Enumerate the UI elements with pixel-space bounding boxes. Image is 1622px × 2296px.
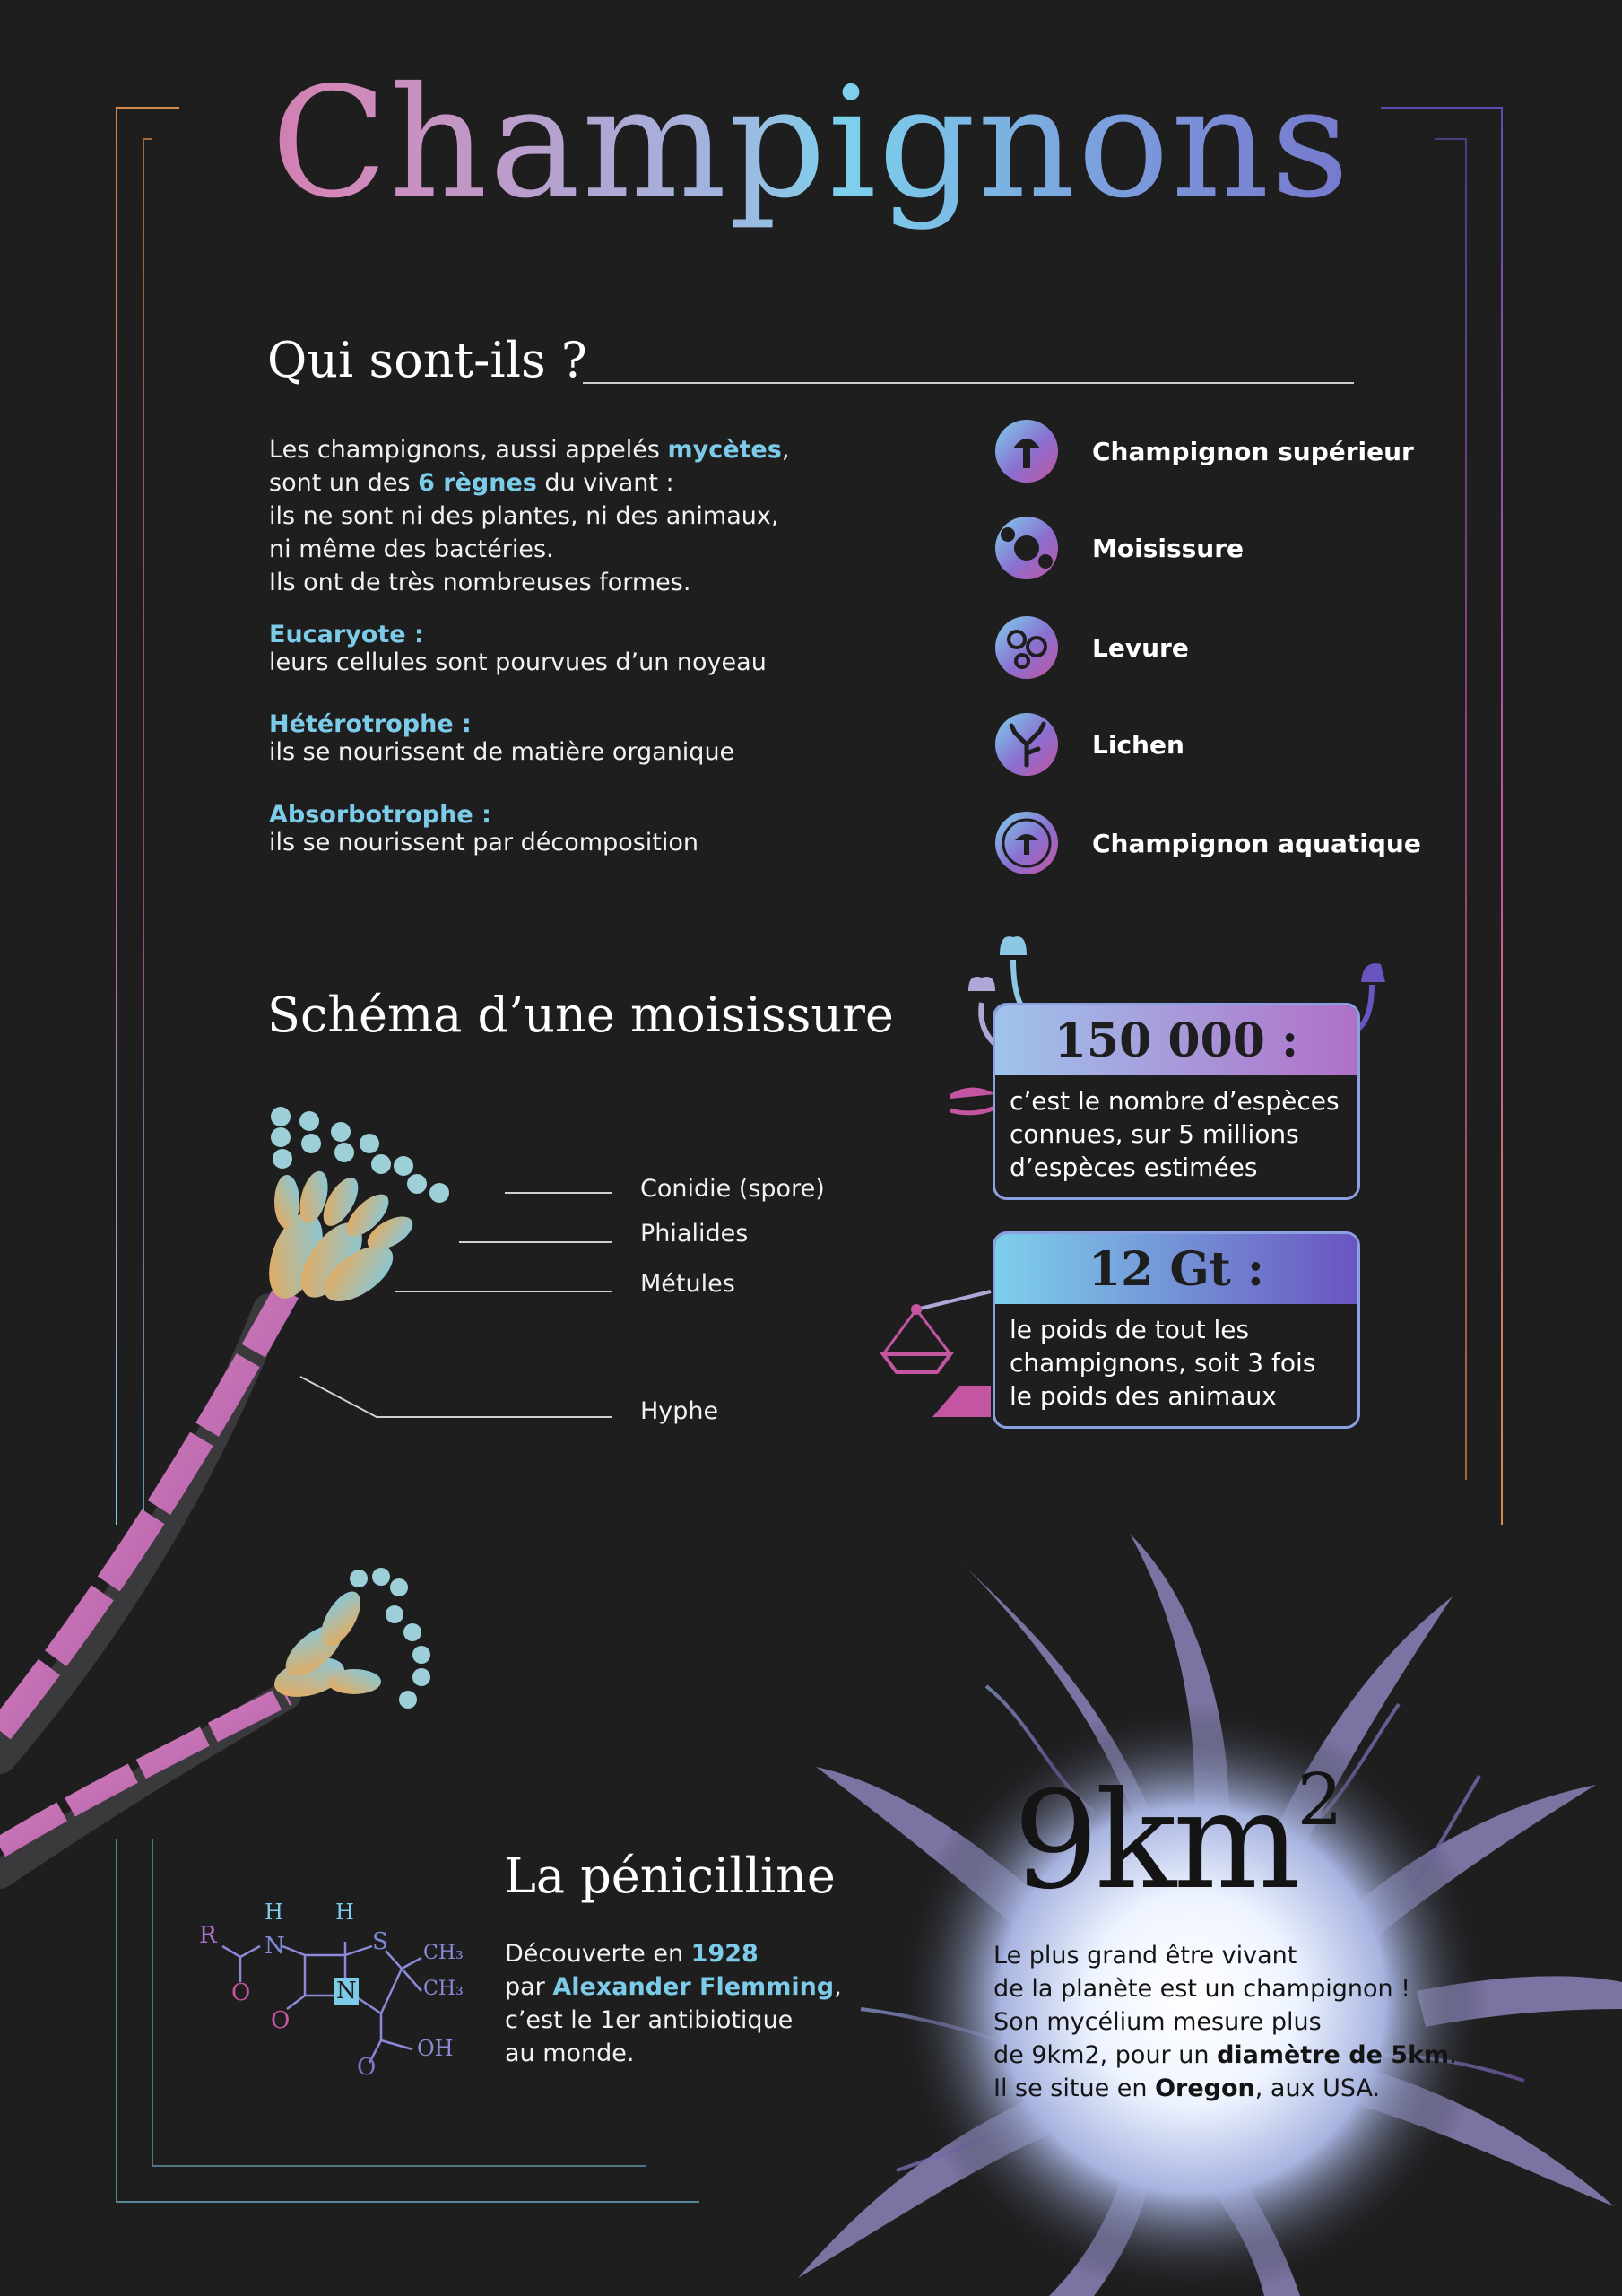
type-mold: Moisissure (995, 515, 1462, 581)
schema-label-phialides: Phialides (640, 1220, 749, 1248)
molecule-atom-r: R (199, 1922, 217, 1949)
largest-organism-text: Le plus grand être vivant de la planète est un champignon ! Son mycélium mesure plus de 9km2, pour un diamètre de 5km. Il se situe en Oregon, aux USA. (993, 1942, 1457, 2102)
stat-line: c’est le nombre d’espèces (1010, 1086, 1340, 1116)
schema-label-conidie: Conidie (spore) (640, 1175, 825, 1203)
definition-heterotrophe: Hétérotrophe : ils se nourissent de matière organique (269, 710, 735, 766)
stat-box-species (993, 1003, 1360, 1200)
definition-eucaryote: Eucaryote : leurs cellules sont pourvues d’un noyeau (269, 621, 767, 676)
stat-line: le poids de tout les (1010, 1315, 1250, 1344)
molecule-atom-n: N (336, 1978, 357, 2005)
molecule-group-ch3: CH₃ (423, 1978, 464, 2000)
section-heading-penicillin: La pénicilline (504, 1848, 836, 1904)
stat-line: d’espèces estimées (1010, 1152, 1258, 1182)
stat-value: 12 Gt : (995, 1234, 1357, 1304)
stat-box-weight (993, 1231, 1360, 1429)
penicillin-text: Découverte en 1928 par Alexander Flemming, c’est le 1er antibiotique au monde. (505, 1940, 842, 2067)
yeast-icon (995, 616, 1058, 679)
penicillin-molecule-bonds (222, 1942, 421, 2063)
section-heading-schema: Schéma d’une moisissure (267, 987, 894, 1043)
molecule-group-ch3: CH₃ (423, 1942, 464, 1964)
definition-absorbotrophe: Absorbotrophe : ils se nourissent par décomposition (269, 801, 699, 857)
mold-icon (995, 517, 1058, 579)
schema-label-metules: Métules (640, 1270, 735, 1298)
molecule-atom-n: N (265, 1933, 285, 1960)
mushroom-icon (995, 420, 1058, 483)
lichen-icon (995, 713, 1058, 776)
type-lichen: Lichen (995, 711, 1462, 778)
stat-line: champignons, soit 3 fois (1010, 1348, 1316, 1378)
type-superior-mushroom: Champignon supérieur (995, 418, 1462, 484)
who-intro: Les champignons, aussi appelés mycètes, sont un des 6 règnes du vivant : ils ne sont ni des plantes, ni des animaux, ni même des bactéries. Ils ont de très nombreuses formes. (269, 436, 790, 596)
molecule-atom-o: O (357, 2054, 377, 2081)
molecule-atom-h: H (335, 1900, 354, 1925)
molecule-atom-o: O (231, 1979, 251, 2006)
molecule-atom-s: S (372, 1928, 388, 1955)
molecule-atom-o: O (271, 2007, 291, 2034)
largest-organism-area: $9km^2$ (1013, 1758, 1340, 1919)
mold-schema-illustration (0, 1107, 449, 1874)
stat-line: le poids des animaux (1010, 1381, 1277, 1411)
page-title: Champignons (0, 54, 1622, 233)
section-heading-who: Qui sont-ils ? (267, 332, 587, 388)
aquatic-mushroom-icon (995, 812, 1058, 874)
schema-label-hyphe: Hyphe (640, 1397, 719, 1425)
type-yeast: Levure (995, 614, 1462, 681)
type-aquatic-mushroom: Champignon aquatique (995, 810, 1462, 876)
molecule-group-oh: OH (417, 2036, 454, 2061)
molecule-atom-h: H (265, 1900, 283, 1925)
stat-value: 150 000 : (995, 1005, 1357, 1075)
stat-line: connues, sur 5 millions (1010, 1119, 1299, 1149)
